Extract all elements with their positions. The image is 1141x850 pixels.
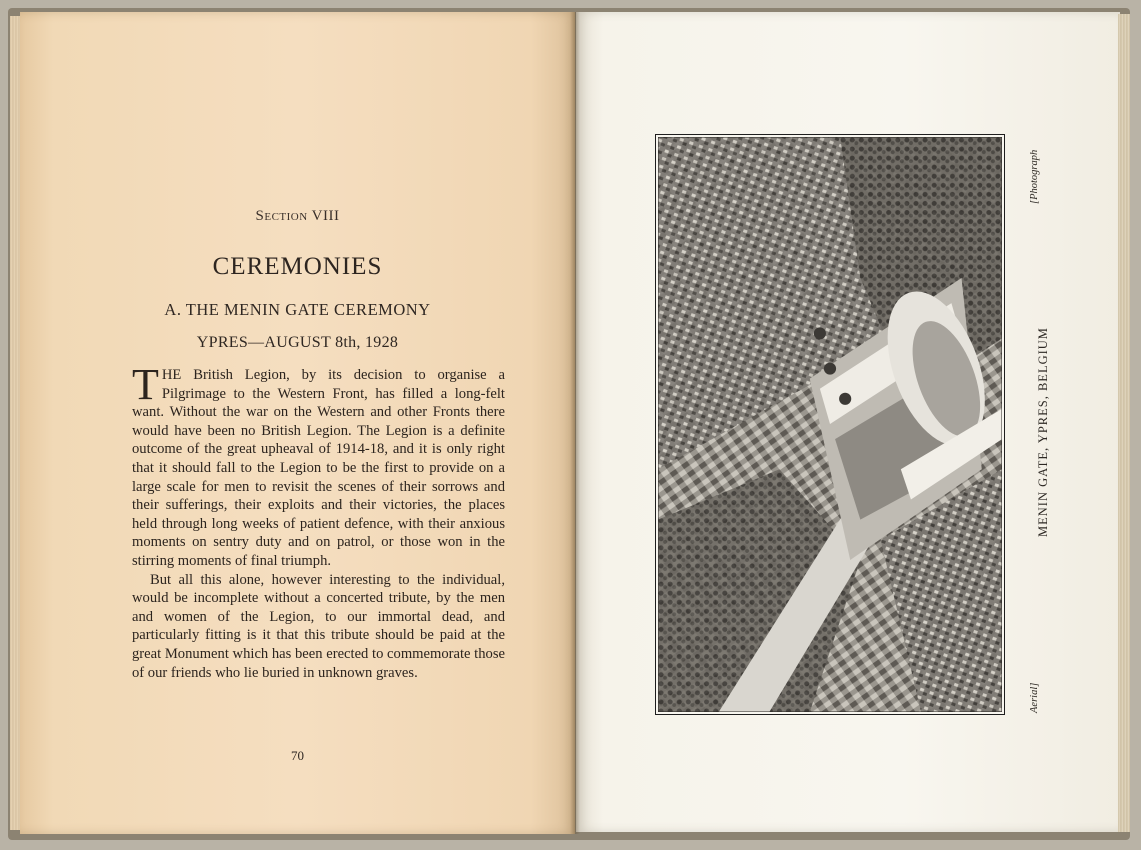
paragraph-1-text: HE British Legion, by its decision to organise a Pilgrimage to the Western Front, has filled a long-felt want. Without the war on the Western and other Fronts there would have been no British Legion. The Legion is a definite outcome of the great upheaval of 1914-18, and it is only right that it should fall to the Legion to be the first to provide on a large scale for men to revisit the scenes of their sorrows and their sufferings, their exploits and their victories, the places held through long weeks of patient defence, with their anxious moments on sentry duty and on patrol, or those won in the stirring moments of final triumph. xyxy=(132,367,505,569)
photograph-image xyxy=(658,137,1002,712)
section-label: Section VIII xyxy=(255,208,340,224)
aerial-photograph xyxy=(655,134,1005,715)
chapter-title: CEREMONIES xyxy=(212,253,383,280)
drop-cap: T xyxy=(132,360,159,409)
paragraph-1 xyxy=(132,360,505,571)
body-text xyxy=(132,360,505,682)
sub-title: A. THE MENIN GATE CEREMONY xyxy=(164,300,431,319)
paragraph-2: But all this alone, however interesting to the individual, would be incomplete without a concerted tribute, by the men and women of the Legion, to our immortal dead, and particularly fitting is it that this tribute should be paid at the great Monument which has been erected to commemorate those of our friends who lie buried in unknown graves. xyxy=(132,571,505,681)
book-gutter xyxy=(570,12,580,834)
date-line: YPRES—AUGUST 8th, 1928 xyxy=(196,334,399,351)
page-number: 70 xyxy=(291,748,304,763)
right-page-edges xyxy=(1118,14,1130,832)
photo-credit-right: [Photograph xyxy=(1029,149,1040,204)
photo-credit-left: Aerial] xyxy=(1029,682,1040,713)
photo-caption: MENIN GATE, YPRES, BELGIUM xyxy=(1036,327,1050,537)
